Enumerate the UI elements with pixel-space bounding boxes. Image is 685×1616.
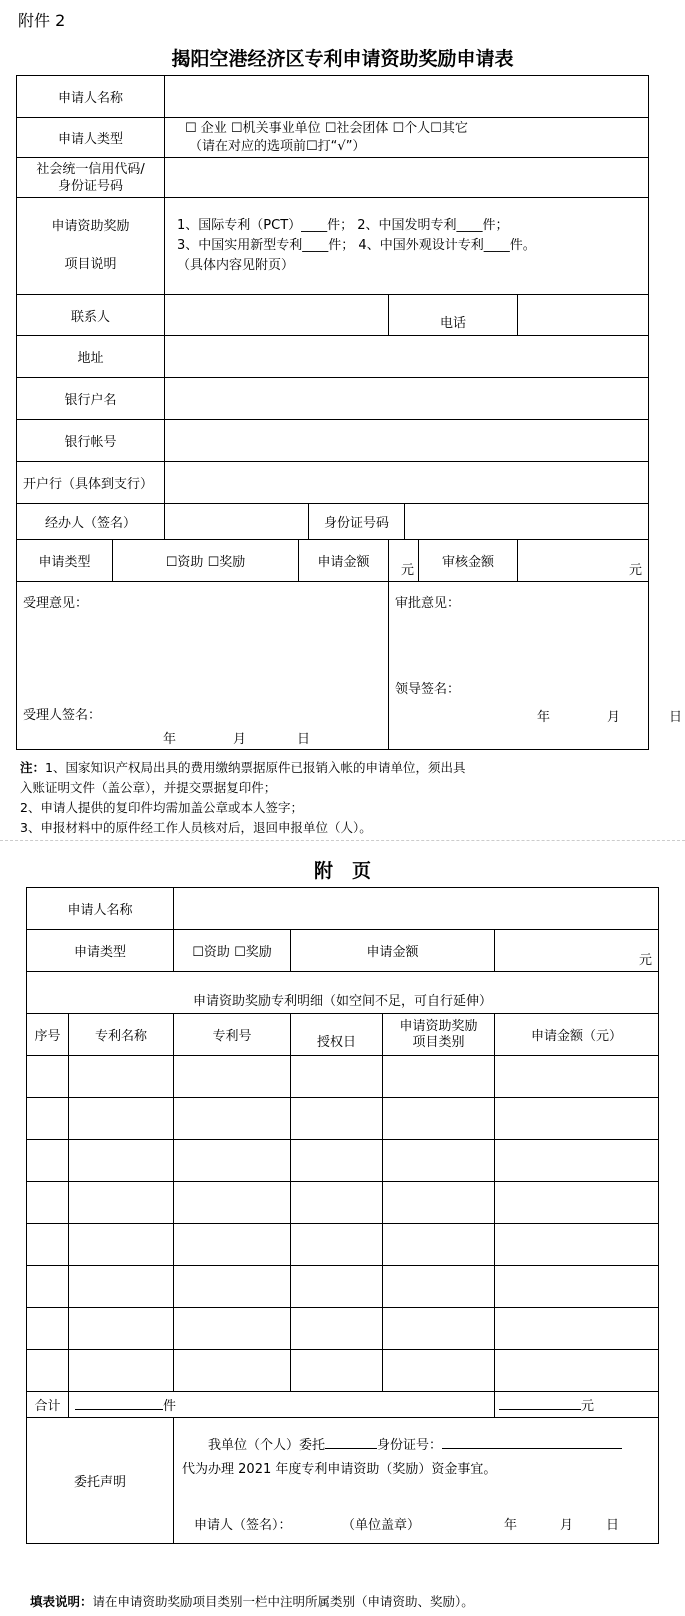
- table-row: [27, 1098, 659, 1140]
- approval-opinion-label: 审批意见：: [395, 596, 461, 611]
- total-amount-field[interactable]: [495, 1392, 659, 1418]
- notes-label: 注：: [20, 760, 46, 775]
- application-form-table: [16, 75, 683, 750]
- approval-month: 月: [607, 710, 621, 725]
- appendix-apply-amount-field[interactable]: [495, 930, 659, 972]
- fill-note-label: 填表说明：: [30, 1594, 93, 1609]
- entrust-line-1: [208, 1434, 622, 1453]
- apply-amount-unit: 元: [401, 563, 415, 578]
- credit-code-field[interactable]: [165, 158, 649, 198]
- approval-opinion-cell[interactable]: [389, 582, 683, 750]
- bank-account-no-label: 银行帐号: [17, 420, 165, 462]
- appendix-applicant-name-label: 申请人名称: [27, 888, 174, 930]
- total-pieces-blank[interactable]: [75, 1409, 163, 1410]
- audit-amount-label: 审核金额: [419, 540, 518, 582]
- entrust-sign-label: 申请人（签名）：: [194, 1518, 292, 1533]
- entrust-text-1a: 我单位（个人）委托: [208, 1438, 326, 1453]
- project-label-line1: 申请资助奖励: [51, 219, 130, 234]
- page-break: [0, 840, 685, 841]
- entrust-statement-cell[interactable]: [174, 1418, 659, 1544]
- table-row: [27, 1182, 659, 1224]
- entrust-seal-label: （单位盖章）: [342, 1518, 421, 1533]
- page-title: 揭阳空港经济区专利申请资助奖励申请表: [171, 48, 514, 70]
- acceptance-day: 日: [297, 732, 311, 747]
- entrust-day: 日: [606, 1518, 620, 1533]
- bank-branch-field[interactable]: [165, 462, 649, 504]
- handler-field[interactable]: [165, 504, 309, 540]
- col-header-index: 序号: [27, 1014, 69, 1056]
- phone-label: 电话: [389, 295, 518, 336]
- appendix-apply-amount-label: 申请金额: [291, 930, 495, 972]
- table-row: [27, 1350, 659, 1392]
- detail-title: 申请资助奖励专利明细（如空间不足，可自行延伸）: [27, 972, 659, 1014]
- appendix-apply-type-label: 申请类型: [27, 930, 174, 972]
- apply-amount-field[interactable]: [389, 540, 419, 582]
- leader-sign-label: 领导签名：: [395, 682, 461, 697]
- id-no-label: 身份证号码: [309, 504, 405, 540]
- note-3: 3、申报材料中的原件经工作人员核对后，退回申报单位（人）。: [20, 820, 372, 835]
- table-row: [27, 1140, 659, 1182]
- id-no-field[interactable]: [405, 504, 649, 540]
- total-pieces-unit: 件: [163, 1399, 177, 1414]
- col-header-amount: 申请金额（元）: [495, 1014, 659, 1056]
- contact-label: 联系人: [17, 295, 165, 336]
- apply-type-label: 申请类型: [17, 540, 113, 582]
- applicant-name-label: 申请人名称: [17, 76, 165, 118]
- approval-day: 日: [669, 710, 683, 725]
- attachment-label: 附件 2: [18, 11, 66, 30]
- credit-code-label: [17, 158, 165, 198]
- appendix-applicant-name-field[interactable]: [174, 888, 659, 930]
- entrust-name-blank[interactable]: [325, 1448, 377, 1449]
- contact-field[interactable]: [165, 295, 389, 336]
- bank-account-name-field[interactable]: [165, 378, 649, 420]
- entrust-month: 月: [560, 1518, 574, 1533]
- project-line-1: 1、国际专利（PCT）____件； 2、中国发明专利____件；: [177, 218, 509, 233]
- col-header-category-line1: 申请资助奖励: [399, 1018, 478, 1034]
- total-amount-unit: 元: [581, 1399, 595, 1414]
- appendix-apply-amount-unit: 元: [639, 953, 653, 968]
- appendix-apply-type-options[interactable]: ☐资助 ☐奖励: [174, 930, 291, 972]
- bank-account-name-label: 银行户名: [17, 378, 165, 420]
- address-label: 地址: [17, 336, 165, 378]
- audit-amount-unit: 元: [629, 563, 643, 578]
- entrust-year: 年: [504, 1518, 518, 1533]
- applicant-name-field[interactable]: [165, 76, 649, 118]
- audit-amount-field[interactable]: [518, 540, 649, 582]
- fill-note: [30, 1592, 474, 1610]
- note-1: 1、国家知识产权局出具的费用缴纳票据原件已报销入帐的申请单位，须出具: [45, 760, 466, 775]
- handler-label: 经办人（签名）: [17, 504, 165, 540]
- notes-block: [20, 758, 660, 838]
- total-amount-blank[interactable]: [499, 1409, 581, 1410]
- appendix-table: [26, 887, 659, 1544]
- total-label: 合计: [27, 1392, 69, 1418]
- note-2: 2、申请人提供的复印件均需加盖公章或本人签字；: [20, 800, 303, 815]
- entrust-id-blank[interactable]: [442, 1448, 622, 1449]
- col-header-category: [383, 1014, 495, 1056]
- entrust-label: 委托声明: [27, 1418, 174, 1544]
- col-header-patent-no: 专利号: [174, 1014, 291, 1056]
- address-field[interactable]: [165, 336, 649, 378]
- appendix-title: 附 页: [313, 860, 371, 882]
- apply-type-options[interactable]: ☐资助 ☐奖励: [113, 540, 299, 582]
- table-row: [27, 1308, 659, 1350]
- acceptance-month: 月: [233, 732, 247, 747]
- approval-year: 年: [537, 710, 551, 725]
- fill-note-text: 请在申请资助奖励项目类别一栏中注明所属类别（申请资助、奖励）。: [92, 1594, 474, 1609]
- applicant-type-field[interactable]: [165, 118, 649, 158]
- project-description-field[interactable]: [165, 198, 649, 295]
- project-label-line2: 项目说明: [64, 257, 117, 272]
- project-line-2: 3、中国实用新型专利____件； 4、中国外观设计专利____件。: [177, 238, 536, 253]
- acceptance-opinion-cell[interactable]: [17, 582, 389, 750]
- table-row: [27, 1224, 659, 1266]
- applicant-type-options[interactable]: ☐ 企业 ☐机关事业单位 ☐社会团体 ☐个人☐其它: [185, 120, 468, 136]
- applicant-type-label: 申请人类型: [17, 118, 165, 158]
- acceptor-sign-label: 受理人签名：: [23, 708, 102, 723]
- col-header-grant-date: 授权日: [291, 1014, 383, 1056]
- table-row: [27, 1056, 659, 1098]
- credit-code-label-line1: 社会统一信用代码/: [36, 161, 145, 177]
- acceptance-year: 年: [163, 732, 177, 747]
- phone-field[interactable]: [518, 295, 649, 336]
- apply-amount-label: 申请金额: [299, 540, 389, 582]
- project-line-3: （具体内容见附页）: [177, 258, 295, 273]
- entrust-text-1b: 身份证号：: [377, 1438, 443, 1453]
- bank-account-no-field[interactable]: [165, 420, 649, 462]
- bank-branch-label: 开户行（具体到支行）: [17, 462, 165, 504]
- note-1-continued: 入账证明文件（盖公章），并提交票据复印件；: [20, 780, 277, 795]
- total-pieces-field[interactable]: [69, 1392, 495, 1418]
- table-row: [27, 1266, 659, 1308]
- entrust-line-2: 代为办理 2021 年度专利申请资助（奖励）资金事宜。: [182, 1462, 497, 1477]
- applicant-type-hint: （请在对应的选项前☐打“√”）: [189, 138, 366, 154]
- credit-code-label-line2: 身份证号码: [58, 178, 124, 194]
- acceptance-opinion-label: 受理意见：: [23, 596, 89, 611]
- project-label: [17, 198, 165, 295]
- col-header-patent-name: 专利名称: [69, 1014, 174, 1056]
- col-header-category-line2: 项目类别: [412, 1034, 465, 1050]
